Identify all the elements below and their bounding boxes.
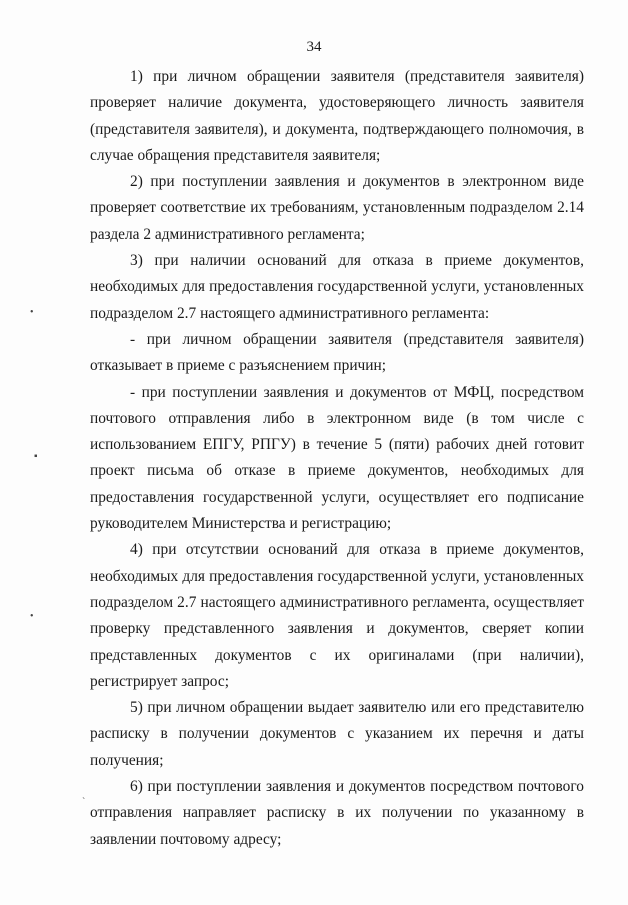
scan-speck: • xyxy=(30,307,34,318)
paragraph-3-sub-1: - при личном обращении заявителя (представителя заявителя) отказывает в приеме с разъяснением причин; xyxy=(90,330,584,375)
paragraph-3-sub-2: - при поступлении заявления и документов от МФЦ, посредством почтового отправления либо в электронном виде (в том числе с использованием ЕПГУ, РПГУ) в течение 5 (пяти) рабочих дней готовит проект письма об отказе в приеме документов, необходимых для предоставления государственной услуги, осуществляет его подписание руководителем Министерства и регистрацию; xyxy=(90,383,584,533)
paragraph-6: 6) при поступлении заявления и документов посредством почтового отправления направляет расписку в их получении по указанному в заявлении почтовому адресу; xyxy=(90,778,584,848)
scan-speck: • xyxy=(30,611,34,622)
scan-speck: ` xyxy=(82,797,86,808)
page-number: 34 xyxy=(306,39,322,55)
paragraph-5: 5) при личном обращении выдает заявителю или его представителю расписку в получении документов с указанием их перечня и даты получения; xyxy=(90,699,584,769)
paragraph-1: 1) при личном обращении заявителя (представителя заявителя) проверяет наличие документа, удостоверяющего личность заявителя (представителя заявителя), и документа, подтверждающего полномочия, в случае обращения представителя заявителя; xyxy=(90,68,584,164)
paragraph-2: 2) при поступлении заявления и документов в электронном виде проверяет соответствие их требованиям, установленным подразделом 2.14 раздела 2 административного регламента; xyxy=(90,173,584,243)
paragraph-4: 4) при отсутствии оснований для отказа в приеме документов, необходимых для предоставления государственной услуги, установленных подразделом 2.7 настоящего административного регламента, осуществляет проверку представленного заявления и документов, сверяет копии представленных документов с их оригиналами (при наличии), регистрирует запрос; xyxy=(90,541,584,690)
paragraph-3: 3) при наличии оснований для отказа в приеме документов, необходимых для предоставления государственной услуги, установленных подразделом 2.7 настоящего административного регламента: xyxy=(90,252,584,322)
scan-speck: ▪ xyxy=(34,451,38,462)
document-body xyxy=(90,64,584,853)
